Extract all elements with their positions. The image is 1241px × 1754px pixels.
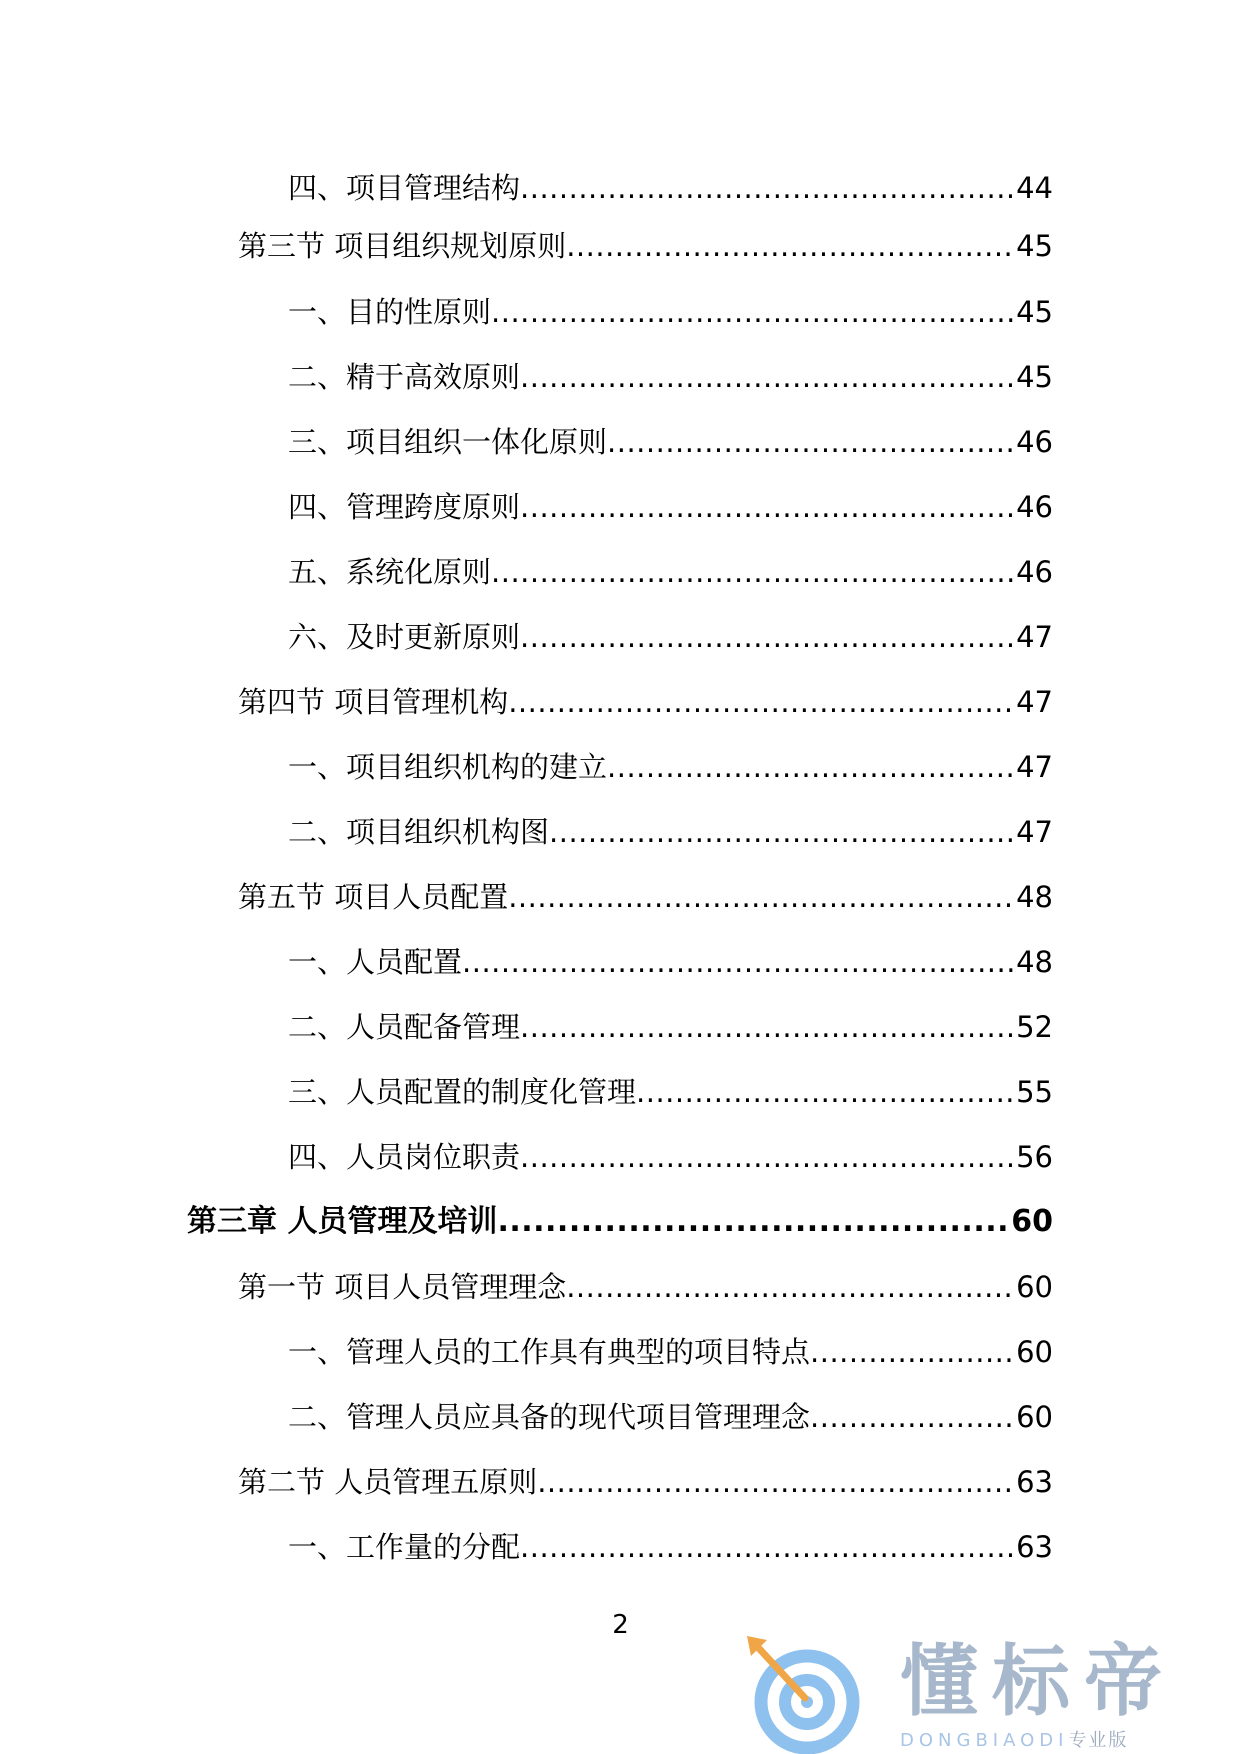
toc-entry[interactable] xyxy=(288,1330,1053,1374)
watermark-subtitle xyxy=(900,1726,1128,1752)
toc-leader-dots xyxy=(566,1265,1016,1309)
toc-entry-title: 六、及时更新原则 xyxy=(288,620,521,654)
toc-entry-title: 第四节 项目管理机构 xyxy=(238,685,509,719)
toc-entry-title: 三、人员配置的制度化管理 xyxy=(288,1075,637,1109)
toc-entry[interactable] xyxy=(238,680,1053,724)
toc-entry-title: 一、人员配置 xyxy=(288,945,463,979)
toc-leader-dots xyxy=(508,680,1016,724)
toc-leader-dots xyxy=(810,1330,1016,1374)
toc-entry[interactable] xyxy=(238,875,1053,919)
toc-entry-page: 46 xyxy=(1016,490,1053,524)
toc-entry[interactable] xyxy=(288,745,1053,789)
toc-entry[interactable] xyxy=(288,1395,1053,1439)
toc-leader-dots xyxy=(462,940,1016,984)
toc-leader-dots xyxy=(566,224,1016,268)
toc-leader-dots xyxy=(607,745,1016,789)
watermark-brand-text: 懂标帝 xyxy=(900,1637,1177,1727)
toc-leader-dots xyxy=(497,1200,1011,1244)
toc-entry[interactable] xyxy=(288,1135,1053,1179)
toc-entry-page: 46 xyxy=(1016,425,1053,459)
toc-entry[interactable] xyxy=(238,1460,1053,1504)
toc-leader-dots xyxy=(607,420,1016,464)
toc-entry[interactable] xyxy=(288,810,1053,854)
toc-entry[interactable] xyxy=(288,420,1053,464)
toc-entry-page: 60 xyxy=(1016,1270,1053,1304)
toc-entry[interactable] xyxy=(187,1200,1053,1244)
toc-entry[interactable] xyxy=(288,615,1053,659)
toc-entry-page: 47 xyxy=(1016,685,1053,719)
toc-entry-page: 56 xyxy=(1016,1140,1053,1174)
toc-entry[interactable] xyxy=(238,1265,1053,1309)
toc-entry-title: 二、精于高效原则 xyxy=(288,360,521,394)
toc-entry-page: 55 xyxy=(1016,1075,1053,1109)
toc-leader-dots xyxy=(520,615,1016,659)
toc-entry-title: 第三节 项目组织规划原则 xyxy=(238,229,567,263)
toc-leader-dots xyxy=(636,1070,1016,1114)
toc-entry-page: 47 xyxy=(1016,620,1053,654)
toc-entry-title: 二、管理人员应具备的现代项目管理理念 xyxy=(288,1400,811,1434)
toc-entry-page: 63 xyxy=(1016,1530,1053,1564)
toc-leader-dots xyxy=(549,810,1016,854)
toc-leader-dots xyxy=(520,166,1016,210)
toc-entry[interactable] xyxy=(288,485,1053,529)
watermark-latin: DONGBIAODI xyxy=(900,1730,1069,1751)
toc-entry-page: 45 xyxy=(1016,229,1053,263)
page-number: 2 xyxy=(612,1610,629,1640)
toc-entry-title: 三、项目组织一体化原则 xyxy=(288,425,608,459)
toc-entry-title: 一、项目组织机构的建立 xyxy=(288,750,608,784)
toc-entry[interactable] xyxy=(288,1005,1053,1049)
toc-entry[interactable] xyxy=(238,224,1053,268)
toc-leader-dots xyxy=(520,1135,1016,1179)
toc-leader-dots xyxy=(537,1460,1016,1504)
toc-entry-title: 一、管理人员的工作具有典型的项目特点 xyxy=(288,1335,811,1369)
toc-leader-dots xyxy=(491,550,1016,594)
toc-entry[interactable] xyxy=(288,166,1053,210)
toc-entry[interactable] xyxy=(288,355,1053,399)
toc-entry-page: 47 xyxy=(1016,815,1053,849)
toc-entry-title: 一、目的性原则 xyxy=(288,295,492,329)
toc-entry-page: 45 xyxy=(1016,295,1053,329)
toc-leader-dots xyxy=(520,485,1016,529)
toc-entry-title: 四、人员岗位职责 xyxy=(288,1140,521,1174)
watermark-edition: 专业版 xyxy=(1068,1730,1129,1751)
toc-entry-page: 45 xyxy=(1016,360,1053,394)
toc-entry[interactable] xyxy=(288,290,1053,334)
toc-entry-page: 52 xyxy=(1016,1010,1053,1044)
toc-entry-title: 一、工作量的分配 xyxy=(288,1530,521,1564)
toc-entry-page: 47 xyxy=(1016,750,1053,784)
toc-entry[interactable] xyxy=(288,1070,1053,1114)
toc-leader-dots xyxy=(491,290,1016,334)
toc-leader-dots xyxy=(508,875,1016,919)
toc-entry-title: 五、系统化原则 xyxy=(288,555,492,589)
toc-entry-page: 48 xyxy=(1016,945,1053,979)
toc-entry-title: 四、项目管理结构 xyxy=(288,171,521,205)
toc-entry-page: 60 xyxy=(1016,1335,1053,1369)
toc-entry-page: 44 xyxy=(1016,171,1053,205)
toc-entry-page: 63 xyxy=(1016,1465,1053,1499)
toc-entry-title: 第一节 项目人员管理理念 xyxy=(238,1270,567,1304)
toc-entry[interactable] xyxy=(288,550,1053,594)
toc-entry-page: 48 xyxy=(1016,880,1053,914)
toc-entry[interactable] xyxy=(288,1525,1053,1569)
toc-entry-title: 第三章 人员管理及培训 xyxy=(187,1204,498,1239)
toc-leader-dots xyxy=(810,1395,1016,1439)
toc-leader-dots xyxy=(520,1525,1016,1569)
toc-entry-title: 二、项目组织机构图 xyxy=(288,815,550,849)
toc-leader-dots xyxy=(520,355,1016,399)
toc-entry-title: 第五节 项目人员配置 xyxy=(238,880,509,914)
toc-entry-title: 二、人员配备管理 xyxy=(288,1010,521,1044)
toc-entry[interactable] xyxy=(288,940,1053,984)
toc-entry-page: 60 xyxy=(1016,1400,1053,1434)
toc-entry-page: 46 xyxy=(1016,555,1053,589)
watermark-logo xyxy=(745,1636,1225,1754)
target-arrow-icon xyxy=(745,1636,895,1754)
toc-leader-dots xyxy=(520,1005,1016,1049)
toc-entry-page: 60 xyxy=(1011,1204,1053,1239)
toc-entry-title: 四、管理跨度原则 xyxy=(288,490,521,524)
toc-entry-title: 第二节 人员管理五原则 xyxy=(238,1465,538,1499)
